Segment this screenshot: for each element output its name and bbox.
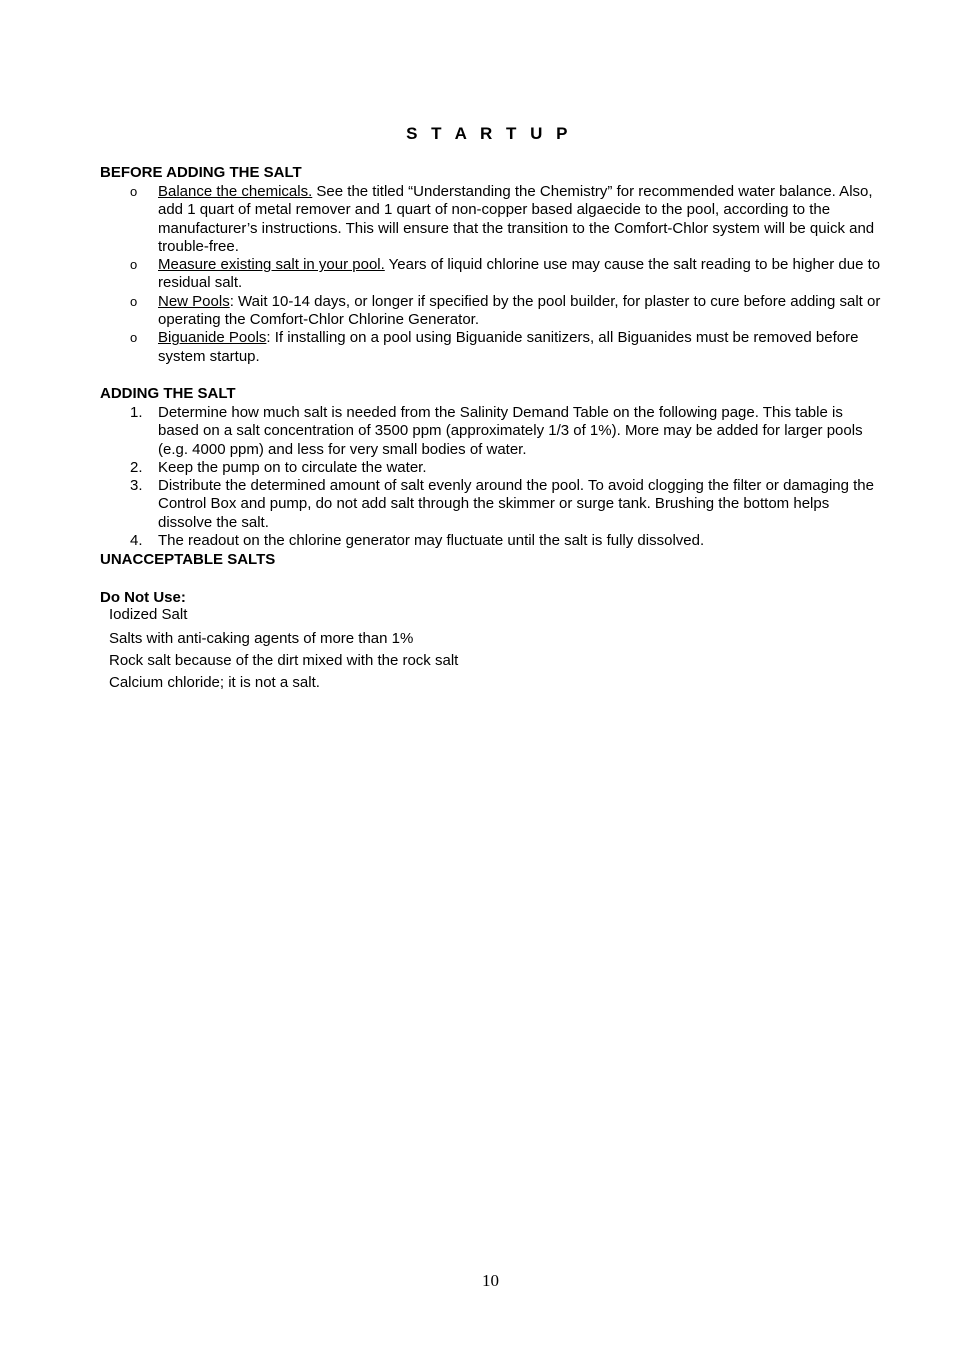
item-text: Determine how much salt is needed from the Salinity Demand Table on the following page. This table is based on a salt concentration of 3500 ppm (approximately 1/3 of 1%). More may be added for larger pools (e.g. 4000 ppm) and less for very small bodies of water.	[158, 404, 863, 458]
item-text: : Wait 10-14 days, or longer if specified by the pool builder, for plaster to cure before adding salt or operating the Comfort-Chlor Chlorine Generator.	[158, 292, 881, 329]
bullet-icon: o	[130, 257, 138, 273]
do-not-use-heading: Do Not Use:	[100, 589, 186, 606]
section-heading-before-adding: BEFORE ADDING THE SALT	[100, 164, 302, 181]
bullet-icon: o	[130, 293, 138, 309]
step-number: 3.	[130, 477, 143, 495]
bullet-icon: o	[130, 184, 138, 199]
list-item: Calcium chloride; it is not a salt.	[109, 674, 320, 691]
unacceptable-salts-list	[109, 606, 458, 692]
item-text: The readout on the chlorine generator may fluctuate until the salt is fully dissolved.	[158, 532, 705, 550]
list-item	[100, 183, 882, 256]
list-item: Rock salt because of the dirt mixed with the rock salt	[109, 652, 459, 669]
item-text: Distribute the determined amount of salt evenly around the pool. To avoid clogging the filter or damaging the Control Box and pump, do not add salt through the skimmer or surge tank. Brushing the bottom helps dissolve the salt.	[158, 477, 874, 531]
page-title: S T A R T U P	[406, 124, 572, 143]
item-text: Years of liquid chlorine use may cause the salt reading to be higher due to residual salt.	[158, 256, 881, 292]
section-heading-unacceptable: UNACCEPTABLE SALTS	[100, 551, 276, 568]
bullet-icon: o	[130, 330, 138, 346]
item-label: Balance the chemicals.	[158, 183, 313, 200]
list-item	[100, 532, 882, 550]
item-label: New Pools	[158, 292, 230, 310]
step-number: 4.	[130, 532, 143, 550]
list-item	[100, 477, 882, 532]
page-number: 10	[482, 1271, 499, 1290]
item-label: Measure existing salt in your pool.	[158, 256, 385, 274]
list-item	[100, 459, 882, 477]
list-item	[100, 293, 882, 330]
list-item: Iodized Salt	[109, 606, 188, 623]
list-item	[100, 256, 882, 293]
adding-steps-list	[100, 404, 890, 550]
before-adding-list	[100, 183, 890, 366]
item-text: Keep the pump on to circulate the water.	[158, 458, 427, 476]
step-number: 1.	[130, 404, 143, 421]
section-heading-adding: ADDING THE SALT	[100, 385, 236, 402]
item-text: See the titled “Understanding the Chemistry” for recommended water balance. Also, add 1 quart of metal remover and 1 quart of non-copper based algaecide to the pool, according to the manufacturer’s instructions. This will ensure that the transition to the Comfort-Chlor system will be quick and trouble-free.	[158, 183, 875, 255]
list-item	[100, 329, 882, 366]
step-number: 2.	[130, 458, 143, 476]
list-item: Salts with anti-caking agents of more than 1%	[109, 630, 414, 647]
list-item	[100, 404, 882, 459]
item-text: : If installing on a pool using Biguanide sanitizers, all Biguanides must be removed before system startup.	[158, 329, 859, 365]
item-label: Biguanide Pools	[158, 329, 267, 347]
